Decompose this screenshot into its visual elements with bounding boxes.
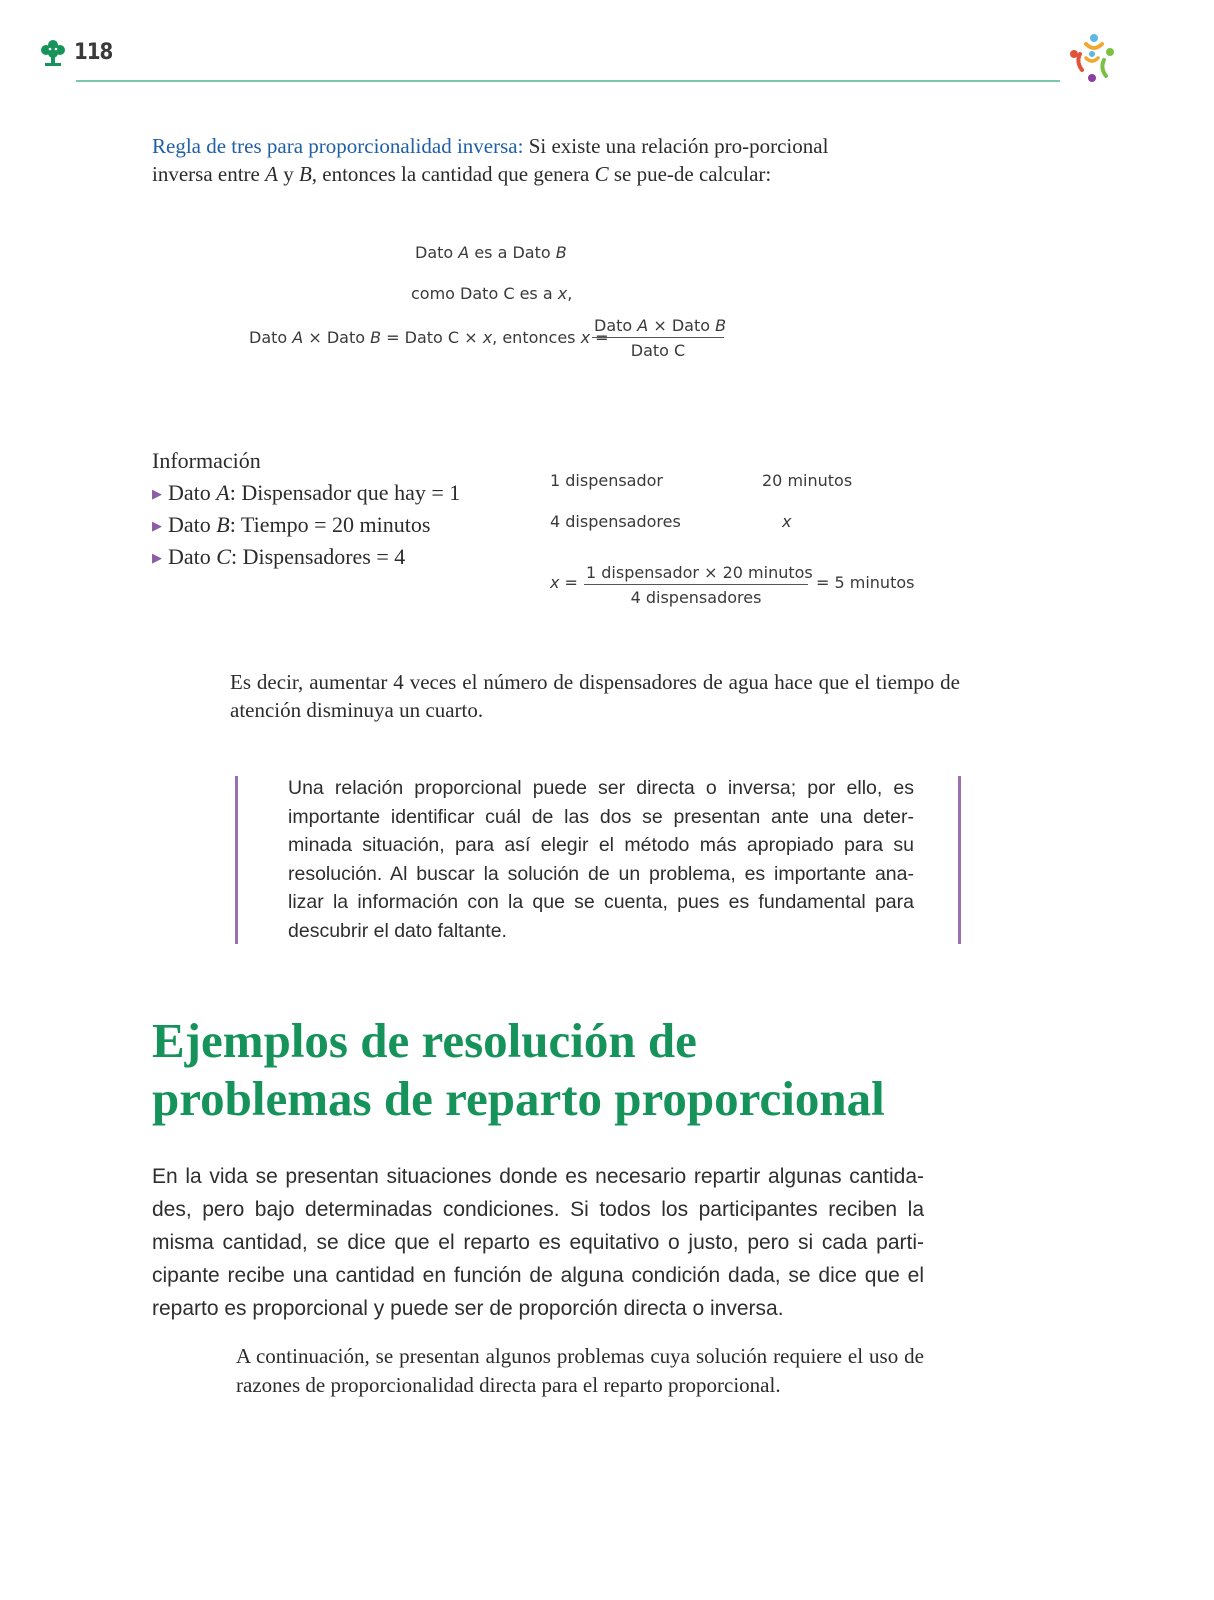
list-item: ▶ Dato A: Dispensador que hay = 1 (152, 480, 461, 505)
rule-text-3: , entonces la cantidad que genera (311, 162, 595, 186)
final-paragraph: A continuación, se presentan algunos problemas cuya solución requiere el uso de razones de proporcionalidad directa para el reparto proporcional. (236, 1344, 924, 1397)
calc-fraction (584, 563, 813, 607)
tree-logo-icon (40, 38, 66, 68)
triangle-bullet-icon: ▶ (152, 518, 162, 533)
calc-fraction-numerator: 1 dispensador × 20 minutos (584, 563, 808, 585)
rule-text-2: y (277, 162, 299, 186)
section-title-line-2: problemas de reparto proporcional (152, 1071, 885, 1126)
formula-line-2: como Dato C es a x, (411, 284, 573, 303)
page-number: 118 (74, 40, 113, 65)
conclusion-paragraph: Es decir, aumentar 4 veces el número de dispensadores de agua hace que el tiempo de atención disminuya un cuarto. (230, 670, 960, 722)
calc-row1-right: 20 minutos (762, 471, 853, 490)
list-item: ▶ Dato B: Tiempo = 20 minutos (152, 512, 431, 537)
rule-text-1: Si existe una relación pro-porcional inversa entre (152, 134, 829, 186)
calc-row1-left: 1 dispensador (550, 471, 664, 490)
calc-row2-right: x (782, 512, 792, 531)
calc-result: = 5 minutos (816, 573, 915, 592)
formula-fraction-denominator: Dato C (630, 341, 686, 360)
header-divider (76, 80, 1060, 82)
formula-line-3: Dato A × Dato B = Dato C × x, entonces x = (249, 328, 609, 347)
info-title: Información (152, 448, 261, 473)
rule-var-b: B (298, 162, 312, 186)
note-left-bar (235, 776, 238, 944)
rule-var-c: C (594, 162, 609, 186)
calc-fraction-denominator: 4 dispensadores (630, 588, 762, 607)
rule-var-a: A (265, 162, 278, 186)
rule-paragraph (152, 132, 832, 188)
people-circle-logo-icon (1064, 30, 1120, 86)
note-right-bar (958, 776, 961, 944)
section-title (152, 1012, 1052, 1128)
rule-term: Regla de tres para proporcionalidad inversa: (152, 134, 524, 158)
calc-row2-left: 4 dispensadores (550, 512, 681, 531)
triangle-bullet-icon: ▶ (152, 486, 162, 501)
section-title-line-1: Ejemplos de resolución de (152, 1013, 697, 1068)
calc-result-lhs: x = (550, 573, 578, 592)
note-text: Una relación proporcional puede ser directa o inversa; por ello, es importante identificar cuál de las dos se presentan ante una deter-minada situación, para así elegir el método más apropiado para su resolución. Al buscar la solución de un problema, es importante ana-lizar la información con la que se cuenta, pues es fundamental para descubrir el dato faltante. (288, 777, 914, 942)
triangle-bullet-icon: ▶ (152, 550, 162, 565)
formula-line-1: Dato A es a Dato B (415, 243, 567, 262)
formula-fraction-numerator: Dato A × Dato B (592, 316, 724, 338)
body-paragraph: En la vida se presentan situaciones donde es necesario repartir algunas cantida-des, pero bajo determinadas condiciones. Si todos los participantes reciben la misma cantidad, se dice que el reparto es equitativo o justo, pero si cada parti-cipante recibe una cantidad en función de alguna condición dada, se dice que el reparto es proporcional y puede ser de proporción directa o inversa. (152, 1165, 924, 1320)
list-item: ▶ Dato C: Dispensadores = 4 (152, 544, 406, 569)
formula-fraction (592, 316, 727, 360)
rule-text-4: se pue-de calcular: (608, 162, 772, 186)
